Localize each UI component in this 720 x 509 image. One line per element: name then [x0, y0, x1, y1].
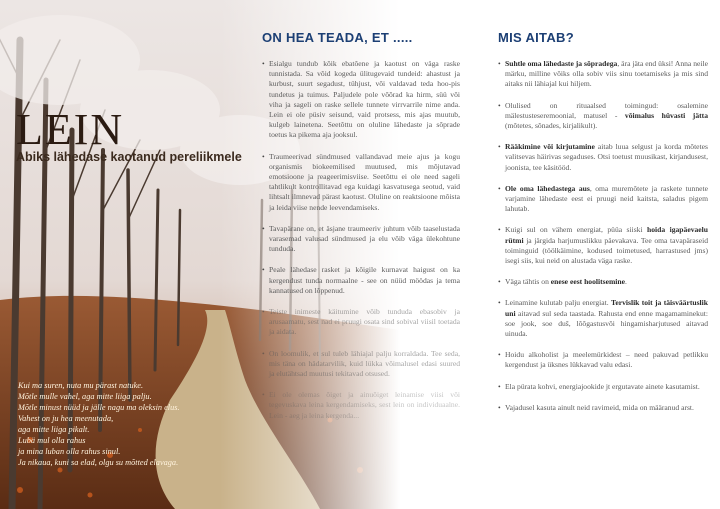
poem-line: Vahest on ju hea meenutada, [18, 414, 114, 423]
poem-line: Kui ma suren, nuta mu pärast natuke. [18, 381, 144, 390]
list-item: • Suhtle oma lähedaste ja sõpradega, ära jäta end üksi! Anna neile märku, milline võiks olla sobiv viis sinu toetamiseks ja mis sind aitaks nii lähiajal kui hiljem. [498, 59, 708, 90]
list-item: • Traumeerivad sündmused vallandavad meie ajus ja kogu organismis biokeemilised muutused, mis mõjutavad emotsioone ja reageerimisviise. Seetõttu ei ole need sageli tahtlikult kontrollitavad ega kuidagi kasvatusega seotud, vaid lihtsalt ilmnevad pärast kaotust. Oluline on reaktsioone mõista ja leida viise nende leevendamiseks. [262, 152, 460, 213]
poem-line: ja mina luban olla rahus sinul. [18, 447, 121, 456]
poem-line: Lubä mul olla rahus [18, 436, 86, 445]
poem-line: Mõtle minust nüüd ja jälle nagu ma oleksin elus. [18, 403, 180, 412]
good-to-know-column [262, 30, 460, 432]
poem [18, 380, 238, 468]
list-item: • Vajadusel kasuta ainult neid ravimeid, mida on määranud arst. [498, 403, 708, 413]
cover-title-block [16, 105, 242, 164]
poem-line: Mõtle mulle vahel, aga mitte liiga palju. [18, 392, 152, 401]
list-item: • Olulised on rituaalsed toimingud: osalemine mälestusteseremoonial, matusel - võimalus hüvasti jätta (mõtetes, sõnades, kirjalikult). [498, 101, 708, 132]
what-helps-column [498, 30, 708, 424]
list-item: • Kuigi sul on vähem energiat, püüa siiski hoida igapäevaelu rütmi ja järgida harjumuslikku päevakava. Tee oma tavapäraseid toiminguid (töölkäimine, kodused toimetused, harrastused jms) isegi siis, kui neid on alustada väga raske. [498, 225, 708, 266]
list-item: • Ole oma lähedastega aus, oma muremõtete ja raskete tunnete varjamine lähedaste eest ei pruugi neid kaitsta, saladus pigem lahutab. [498, 184, 708, 215]
poem-line: aga mitte liiga pikalt. [18, 425, 90, 434]
list-item: • Leinamine kulutab palju energiat. Tervislik toit ja täisväärtuslik uni aitavad sul seda taastada. Rahusta end enne magamaminekut: soe jook, soe duš, lõõgastusvõi hingamisharjutused aitavad uinuda. [498, 298, 708, 339]
list-item: • Väga tähtis on enese eest hoolitsemine. [498, 277, 708, 287]
list-item: • Peale lähedase rasket ja kõigile kurnavat haigust on ka kergendust tunda normaalne - see on nüüd möödas ja tema kannatused on lõppenud. [262, 265, 460, 296]
list-item: • Hoidu alkoholist ja meelemürkidest – need pakuvad petlikku kergendust ja üksnes lükkavad valu edasi. [498, 350, 708, 370]
list-item: • Ei ole olemas õiget ja ainuõiget leinamise viisi või tegevuskava leina kergendamiseks, sest lein on individuaalne. Lein - aeg ja leina kergenda... [262, 390, 460, 421]
list-item: • Teiste inimeste käitumine võib tunduda ebasobiv ja arusaamatu, sest nad ei pruugi osata sind sobival viisil toetada ja aidata. [262, 307, 460, 338]
poem-line: Ja nikaua, kuni sa elad, olgu su mõtted elavaga. [18, 458, 179, 467]
list-item: • On loomulik, et sul tuleb lähiajal palju korraldada. Tee seda, mis täna on hädatarvilik, kuid lükka võimalusel edasi suured ja elutähtsad muutusi tekitavad otsused. [262, 349, 460, 380]
list-item: • Esialgu tundub kõik ebatõene ja kaotust on väga raske tunnistada. Sa võid kogeda ülitugevaid tundeid: ahastust ja kurbust, suurt segadust, tühjust, või valdavad teda hoo-pis tundetus ja tuimus. Paljudele pole võõrad ka hirm, süü või viha ja sageli on raske sellele tunnete virrvarrile nime anda. Lein ei ole püsiv seisund, vaid protsess, mis ajas muutub, kulgeb lainetena. Seetõttu on oluline lähedaste ja sõprade toetus ka pikema aja jooksul. [262, 59, 460, 141]
what-helps-heading: MIS AITAB? [498, 30, 574, 45]
list-item: • Rääkimine või kirjutamine aitab luua selgust ja korda mõtetes valitsevas häirivas segaduses. Otsi toetust muusikast, kirjandusest, joonista, tee käsitööd. [498, 142, 708, 173]
cover-title: LEIN [16, 105, 125, 154]
good-to-know-heading: ON HEA TEADA, ET ..... [262, 30, 413, 45]
list-item: • Ela pürata kohvi, energiajookide jt ergutavate ainete kasutamist. [498, 382, 708, 392]
list-item: • Tavapärane on, et äsjane traumeeriv juhtum võib taaselustada varasemad valusad sündmused ja elu võib väga ülekohtune tunduda. [262, 224, 460, 255]
cover-subtitle: Abiks lähedase kaotanud pereliikmele [16, 150, 242, 164]
